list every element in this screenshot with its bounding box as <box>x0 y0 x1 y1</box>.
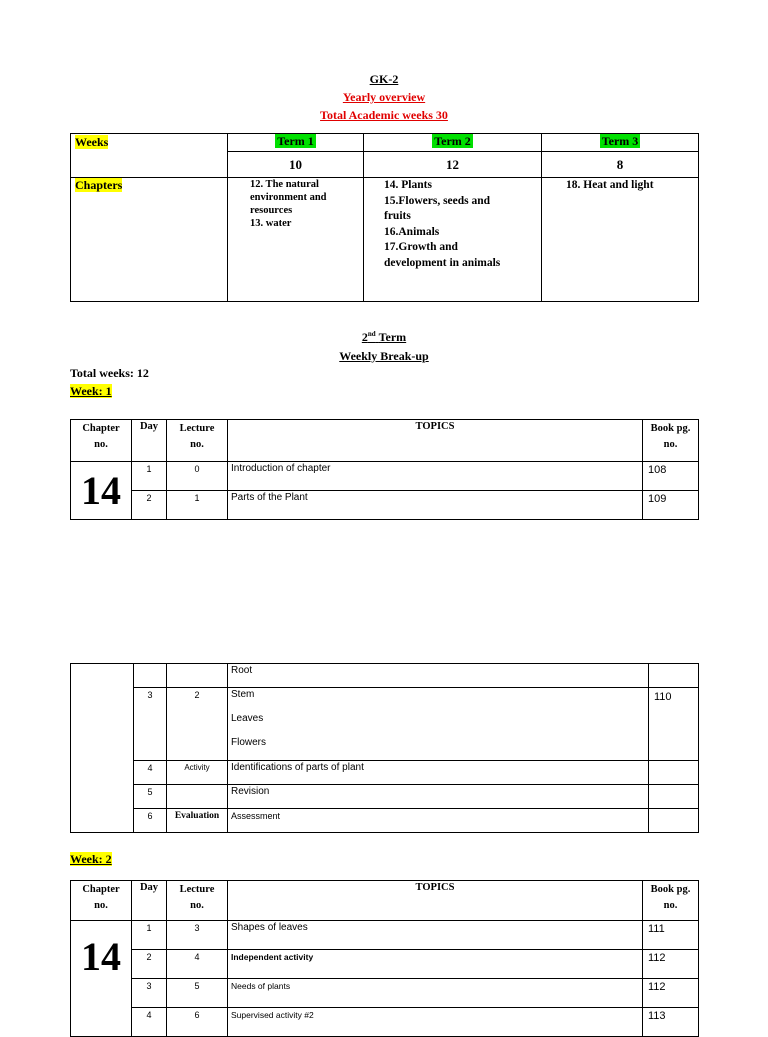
week2-topic: Needs of plants <box>228 979 643 1008</box>
week1-lecture: 0 <box>167 462 228 491</box>
cont-day: 4 <box>134 761 167 785</box>
col-lecture-header: Lecture no. <box>179 884 215 911</box>
col-topics-header: TOPICS <box>415 882 455 893</box>
chapters-label: Chapters <box>75 178 123 192</box>
term2-label: Term 2 <box>434 134 471 148</box>
week2-chapter-number: 14 <box>81 934 121 979</box>
week2-label: Week: 2 <box>70 852 112 866</box>
week1-day: 2 <box>132 491 167 520</box>
cont-page: 110 <box>649 688 699 761</box>
cont-topic: Root <box>228 664 649 688</box>
total-academic-weeks: Total Academic weeks 30 <box>320 108 448 122</box>
cont-day: 6 <box>134 809 167 833</box>
week2-page: 113 <box>643 1008 699 1037</box>
week2-lecture: 4 <box>167 950 228 979</box>
week2-topic: Shapes of leaves <box>228 921 643 950</box>
week2-day: 2 <box>132 950 167 979</box>
term2-chapter-item: 14. Plants <box>384 179 432 191</box>
week2-day: 3 <box>132 979 167 1008</box>
col-topics-header: TOPICS <box>415 421 455 432</box>
term-heading: 2nd Term <box>361 330 407 344</box>
term2-chapter-item: 16.Animals <box>384 225 440 238</box>
total-weeks: Total weeks: 12 <box>70 366 149 380</box>
week2-day: 4 <box>132 1008 167 1037</box>
cont-topic: Assessment <box>228 809 649 833</box>
col-day-header: Day <box>139 882 159 893</box>
cont-topic: Identifications of parts of plant <box>228 761 649 785</box>
week1-day: 1 <box>132 462 167 491</box>
col-day-header: Day <box>139 421 159 432</box>
week2-page: 112 <box>643 950 699 979</box>
week1-topic: Introduction of chapter <box>228 462 643 491</box>
cont-topic: Revision <box>228 785 649 809</box>
week2-day: 1 <box>132 921 167 950</box>
term2-weeks: 12 <box>364 152 542 178</box>
term3-weeks: 8 <box>542 152 699 178</box>
term1-chapter-item: 12. The natural environment and resources <box>250 179 327 216</box>
term3-label: Term 3 <box>601 134 639 148</box>
weeks-label: Weeks <box>75 135 109 149</box>
col-chapter-header: Chapter no. <box>82 884 120 911</box>
col-lecture-header: Lecture no. <box>179 423 215 450</box>
week2-topic: Supervised activity #2 <box>228 1008 643 1037</box>
weekly-breakup-title: Weekly Break-up <box>339 349 429 363</box>
week1-table <box>70 419 699 520</box>
cont-day: 5 <box>134 785 167 809</box>
document-subtitle: Yearly overview <box>342 90 426 104</box>
cont-topic: Flowers <box>231 737 267 748</box>
cont-lecture: Evaluation <box>167 809 228 833</box>
cont-topic: Stem <box>231 689 255 700</box>
week1-topic: Parts of the Plant <box>228 491 643 520</box>
week2-lecture: 3 <box>167 921 228 950</box>
col-chapter-header: Chapter no. <box>82 423 120 450</box>
col-bookpg-header: Book pg. no. <box>650 884 691 911</box>
document-code: GK-2 <box>369 72 399 86</box>
col-bookpg-header: Book pg. no. <box>650 423 691 450</box>
cont-lecture: Activity <box>167 761 228 785</box>
week1-chapter-number: 14 <box>81 468 121 513</box>
cont-lecture: 2 <box>167 688 228 761</box>
term3-chapter-item: 18. Heat and light <box>566 179 654 191</box>
term1-weeks: 10 <box>228 152 364 178</box>
term2-chapter-item: 17.Growth and development in animals <box>384 241 501 269</box>
week2-table <box>70 880 699 1037</box>
week1-label: Week: 1 <box>70 384 112 398</box>
week2-lecture: 6 <box>167 1008 228 1037</box>
week1-continued-table <box>70 663 699 833</box>
cont-day: 3 <box>134 688 167 761</box>
yearly-overview-table <box>70 133 699 302</box>
week1-page: 109 <box>643 491 699 520</box>
week2-topic: Independent activity <box>228 950 643 979</box>
week1-lecture: 1 <box>167 491 228 520</box>
week1-page: 108 <box>643 462 699 491</box>
term1-chapter-item: 13. water <box>250 218 292 229</box>
week2-page: 111 <box>643 921 699 950</box>
cont-topic: Leaves <box>231 713 264 724</box>
term2-chapter-item: 15.Flowers, seeds and fruits <box>384 194 491 222</box>
week2-lecture: 5 <box>167 979 228 1008</box>
term1-label: Term 1 <box>277 134 314 148</box>
week2-page: 112 <box>643 979 699 1008</box>
